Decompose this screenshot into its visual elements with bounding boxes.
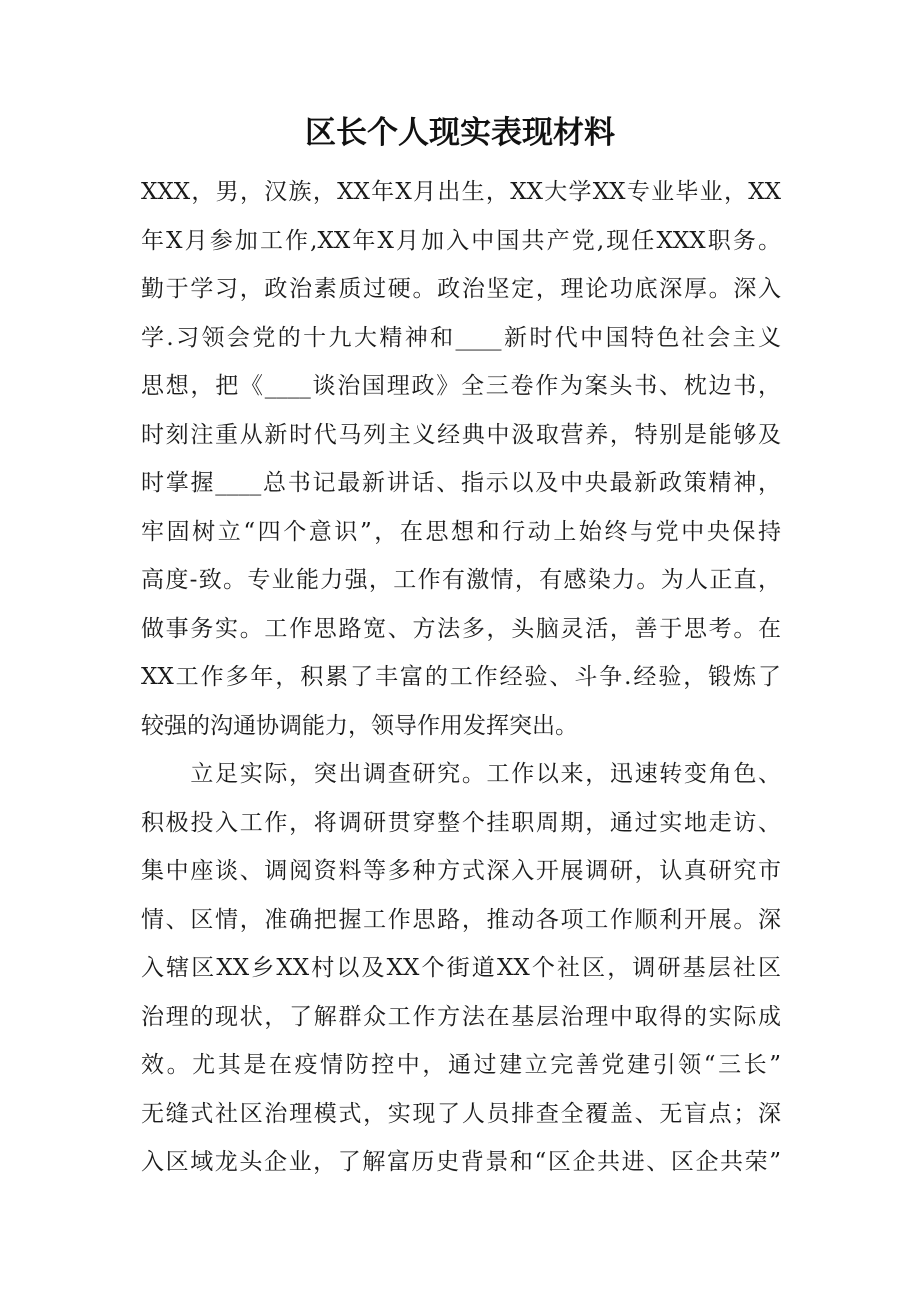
text-line: 勤于学习，政治素质过硬。政治坚定，理论功底深厚。深入 xyxy=(141,276,781,302)
text-line: 时刻注重从新时代马列主义经典中汲取营养，特别是能够及 xyxy=(141,421,781,448)
text-line: 集中座谈、调阅资料等多种方式深入开展调研，认真研究市 xyxy=(141,858,781,884)
text-line: 积极投入工作，将调研贯穿整个挂职周期，通过实地走访、 xyxy=(141,809,781,836)
text-line: 时掌握____总书记最新讲话、指示以及中央最新政策精神， xyxy=(141,470,781,496)
document-body xyxy=(141,168,781,1187)
text-line: 思想，把《____谈治国理政》全三卷作为案头书、枕边书， xyxy=(141,373,781,399)
text-line: XX工作多年，积累了丰富的工作经验、斗争.经验，锻炼了 xyxy=(141,664,781,690)
text-line: 治理的现状，了解群众工作方法在基层治理中取得的实际成 xyxy=(141,1003,781,1030)
document-title: 区长个人现实表现材料 xyxy=(305,115,615,151)
text-line: 学.习领会党的十九大精神和____新时代中国特色社会主义 xyxy=(141,324,781,351)
text-line: 情、区情，准确把握工作思路，推动各项工作顺利开展。深 xyxy=(141,906,781,933)
text-line: 立足实际，突出调查研究。工作以来，迅速转变角色、 xyxy=(141,761,781,787)
text-line: 无缝式社区治理模式，实现了人员排查全覆盖、无盲点；深 xyxy=(141,1100,781,1127)
text-line: 入区域龙头企业，了解富历史背景和“区企共进、区企共荣” xyxy=(141,1149,781,1175)
text-line: 做事务实。工作思路宽、方法多，头脑灵活，善于思考。在 xyxy=(141,615,781,642)
text-line: 效。尤其是在疫情防控中，通过建立完善党建引领“三长” xyxy=(141,1052,781,1078)
paragraph-2 xyxy=(141,750,781,1187)
text-line: 牢固树立“四个意识”，在思想和行动上始终与党中央保持 xyxy=(141,518,781,545)
text-line: 年X月参加工作,XX年X月加入中国共产党,现任XXX职务。 xyxy=(141,227,781,254)
text-line: 高度-致。专业能力强，工作有激情，有感染力。为人正直， xyxy=(141,567,781,593)
text-line: 入辖区XX乡XX村以及XX个街道XX个社区，调研基层社区 xyxy=(141,955,781,981)
paragraph-1 xyxy=(141,168,781,750)
text-line: 较强的沟通协调能力，领导作用发挥突出。 xyxy=(141,712,578,739)
text-line: XXX，男，汉族，XX年X月出生，XX大学XX专业毕业，XX xyxy=(141,179,781,205)
